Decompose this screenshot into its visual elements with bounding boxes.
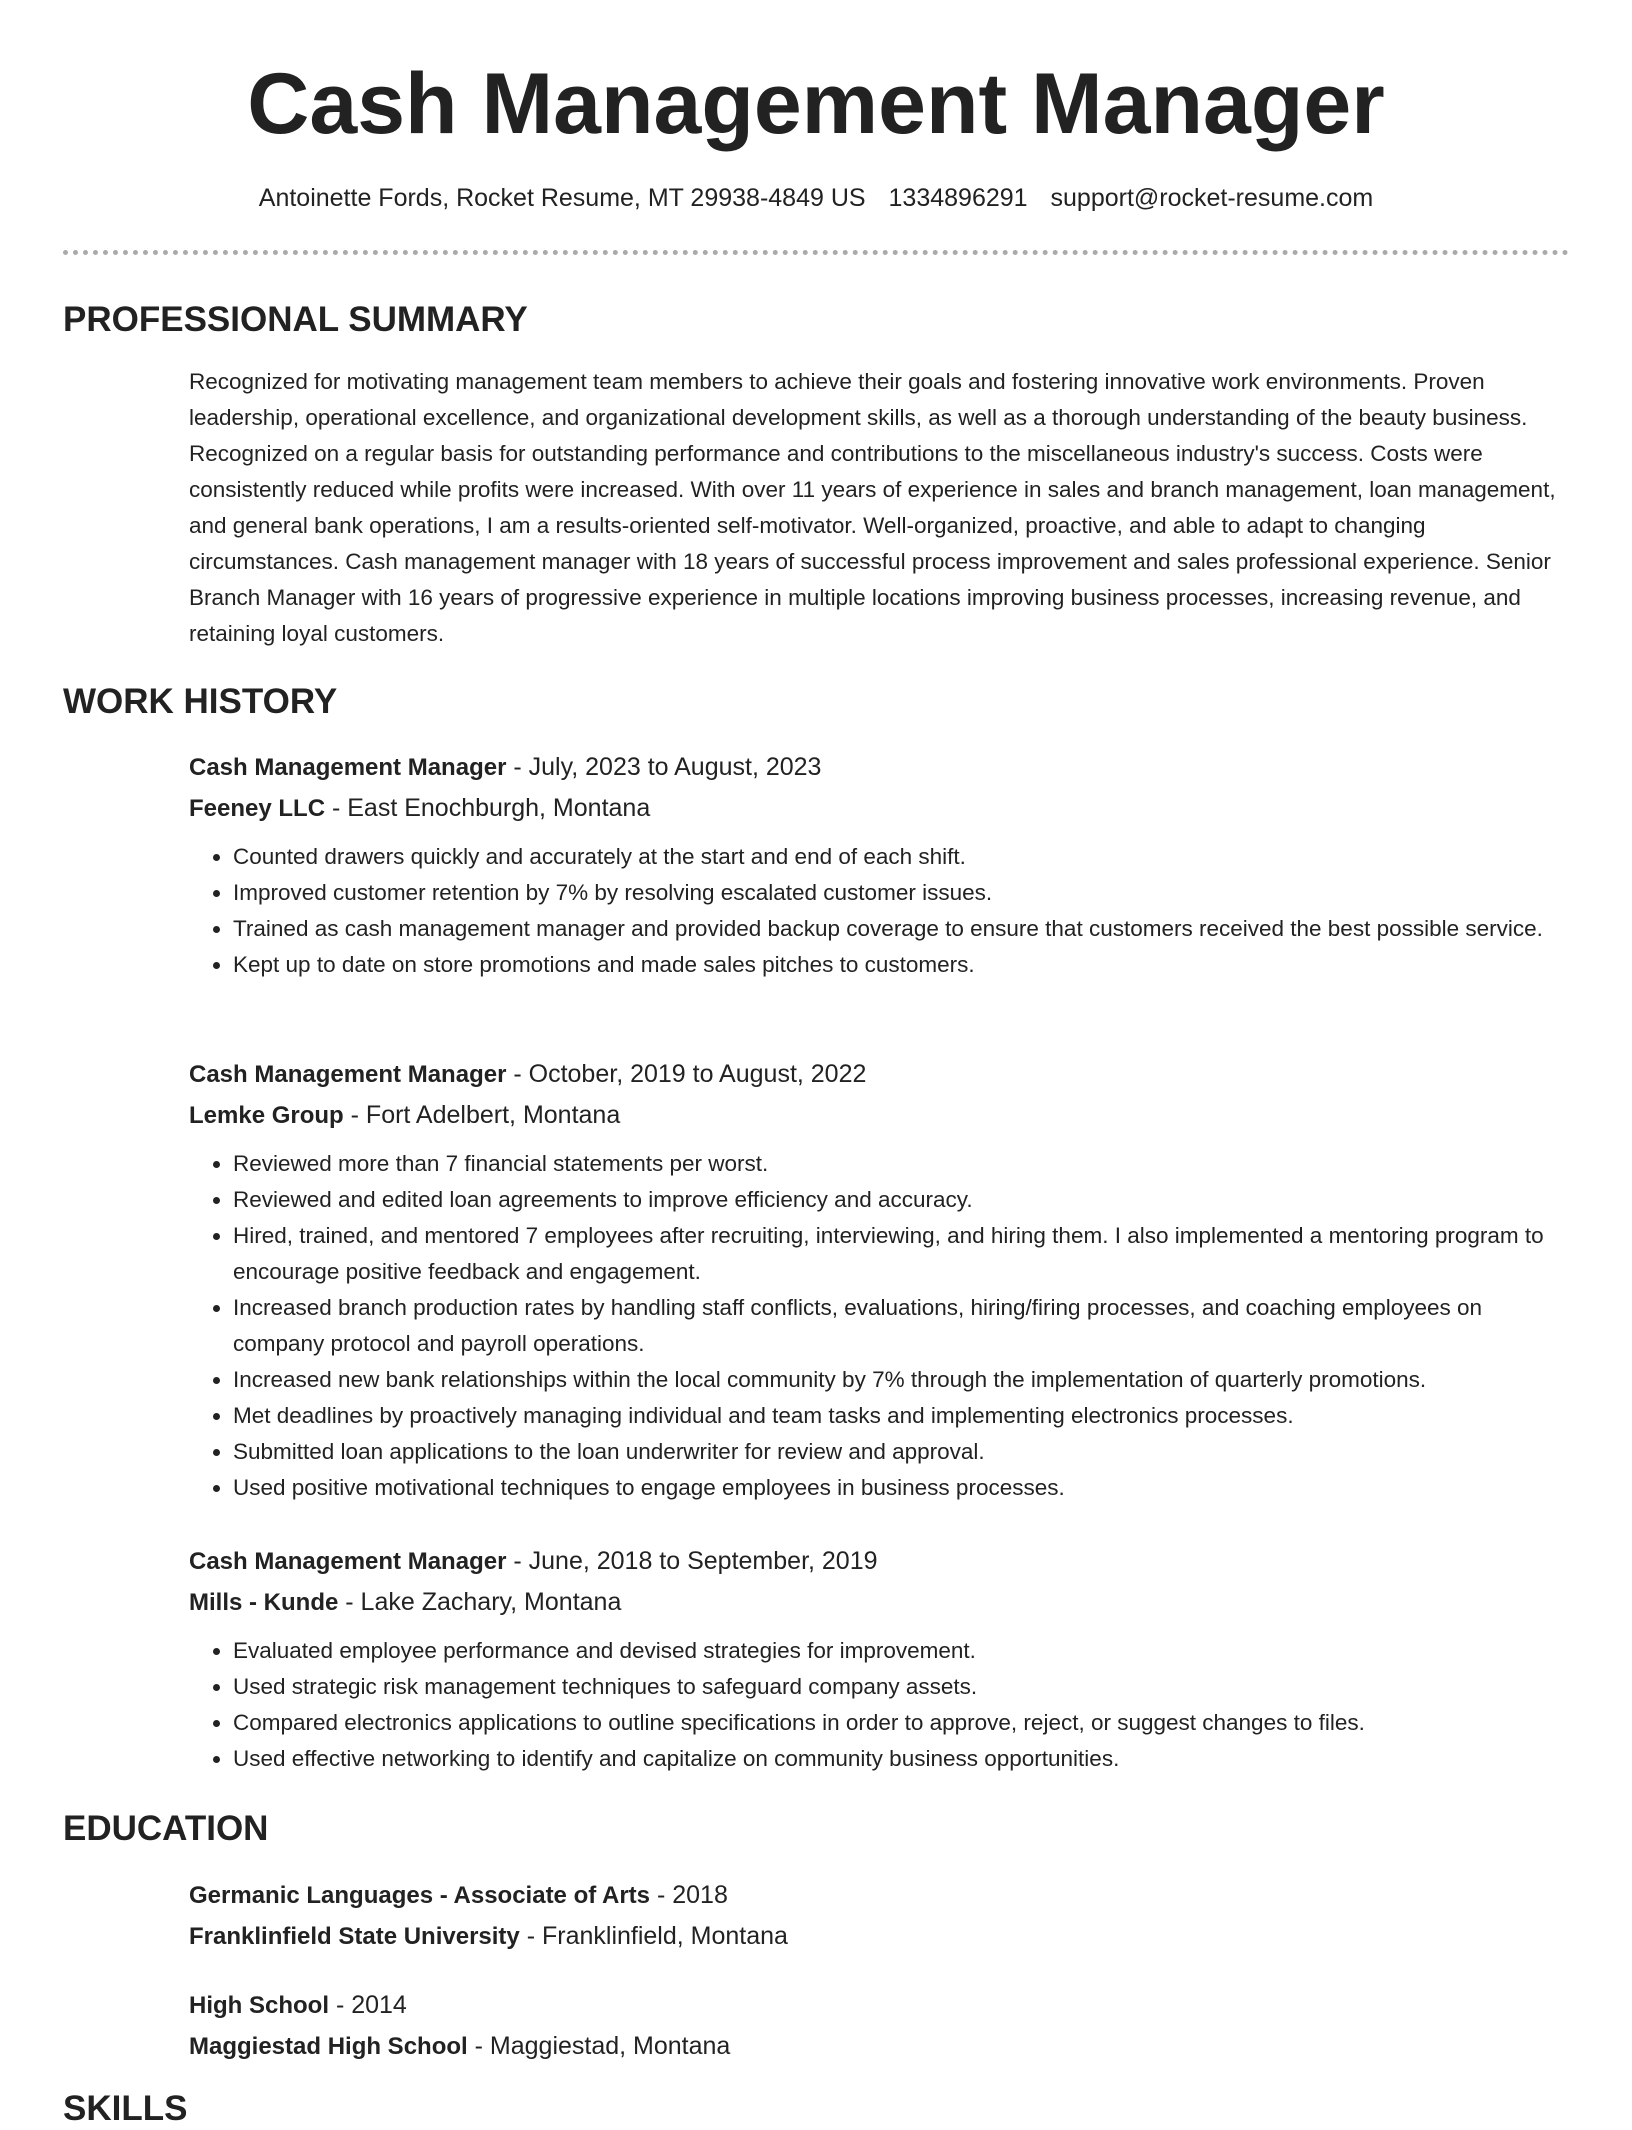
contact-email: support@rocket-resume.com (1050, 184, 1374, 212)
job-bullet: • Improved customer retention by 7% by resolving escalated customer issues. (233, 875, 1569, 911)
section-title-skills: SKILLS (63, 2089, 188, 2128)
job-bullet: • Increased branch production rates by handling staff conflicts, evaluations, hiring/firing processes, and coaching employees on company protocol and payroll operations. (233, 1290, 1569, 1362)
job-bullet: • Evaluated employee performance and devised strategies for improvement. (233, 1633, 1569, 1669)
job-location: - Lake Zachary, Montana (338, 1588, 622, 1616)
job-bullet: • Hired, trained, and mentored 7 employees after recruiting, interviewing, and hiring them. I also implemented a mentoring program to encourage positive feedback and engagement. (233, 1218, 1569, 1290)
education-degree: Germanic Languages - Associate of Arts (189, 1882, 651, 1909)
job-bullet: • Kept up to date on store promotions and made sales pitches to customers. (233, 947, 1569, 983)
section-title-education: EDUCATION (63, 1809, 269, 1848)
job-bullet: • Increased new bank relationships within the local community by 7% through the implementation of quarterly promotions. (233, 1362, 1569, 1398)
summary-block (189, 364, 1569, 652)
job-company-line (189, 1095, 1569, 1136)
job-dates: - June, 2018 to September, 2019 (506, 1547, 878, 1575)
job-dates: - July, 2023 to August, 2023 (506, 753, 822, 781)
job-bullet: • Reviewed more than 7 financial statements per worst. (233, 1146, 1569, 1182)
education-school: Franklinfield State University (189, 1923, 520, 1950)
job-role: Cash Management Manager (189, 1061, 507, 1088)
education-year: - 2018 (650, 1881, 728, 1909)
job-location: - Fort Adelbert, Montana (343, 1101, 621, 1129)
job-entry (189, 1054, 1569, 1506)
job-role: Cash Management Manager (189, 1548, 507, 1575)
education-degree: High School (189, 1992, 329, 2019)
job-bullet: • Used positive motivational techniques to engage employees in business processes. (233, 1470, 1569, 1506)
job-title-line (189, 1054, 1569, 1095)
job-bullet: • Trained as cash management manager and provided backup coverage to ensure that customers received the best possible service. (233, 911, 1569, 947)
education-entry (189, 1875, 1569, 1957)
job-bullets (189, 1146, 1569, 1506)
job-bullet: • Reviewed and edited loan agreements to improve efficiency and accuracy. (233, 1182, 1569, 1218)
job-company-line (189, 1582, 1569, 1623)
education-location: - Maggiestad, Montana (467, 2032, 731, 2060)
job-entry (189, 1541, 1569, 1777)
education-entry (189, 1985, 1569, 2067)
contact-phone: 1334896291 (888, 184, 1028, 212)
job-bullet: • Submitted loan applications to the loan underwriter for review and approval. (233, 1434, 1569, 1470)
job-company-line (189, 788, 1569, 829)
education-location: - Franklinfield, Montana (519, 1922, 788, 1950)
education-school-line (189, 1916, 1569, 1957)
summary-text: Recognized for motivating management team members to achieve their goals and fostering innovative work environments. Proven leadership, operational excellence, and organizational development skills, as well as a thorough understanding of the beauty business. Recognized on a regular basis for outstanding performance and contributions to the miscellaneous industry's success. Costs were consistently reduced while profits were increased. With over 11 years of experience in sales and branch management, loan management, and general bank operations, I am a results-oriented self-motivator. Well-organized, proactive, and able to adapt to changing circumstances. Cash management manager with 18 years of successful process improvement and sales professional experience. Senior Branch Manager with 16 years of progressive experience in multiple locations improving business processes, increasing revenue, and retaining loyal customers. (189, 369, 1556, 646)
education-degree-line (189, 1985, 1569, 2026)
education-school-line (189, 2026, 1569, 2067)
education-degree-line (189, 1875, 1569, 1916)
contact-address: Antoinette Fords, Rocket Resume, MT 29938-4849 US (258, 184, 866, 212)
resume-name: Cash Management Manager (247, 56, 1385, 152)
job-entry (189, 747, 1569, 983)
section-title-summary: PROFESSIONAL SUMMARY (63, 300, 528, 339)
job-role: Cash Management Manager (189, 754, 507, 781)
education-school: Maggiestad High School (189, 2033, 468, 2060)
job-company: Lemke Group (189, 1102, 344, 1129)
job-title-line (189, 1541, 1569, 1582)
education-year: - 2014 (329, 1991, 407, 2019)
job-bullet: • Counted drawers quickly and accurately at the start and end of each shift. (233, 839, 1569, 875)
job-company: Mills - Kunde (189, 1589, 339, 1616)
header-divider (63, 250, 1569, 255)
job-bullet: • Compared electronics applications to outline specifications in order to approve, reject, or suggest changes to files. (233, 1705, 1569, 1741)
contact-line (0, 182, 1632, 214)
job-bullet: • Met deadlines by proactively managing individual and team tasks and implementing electronics processes. (233, 1398, 1569, 1434)
section-title-work-history: WORK HISTORY (63, 682, 338, 721)
job-location: - East Enochburgh, Montana (325, 794, 651, 822)
job-bullets (189, 1633, 1569, 1777)
job-bullet: • Used strategic risk management techniques to safeguard company assets. (233, 1669, 1569, 1705)
job-bullet: • Used effective networking to identify and capitalize on community business opportunities. (233, 1741, 1569, 1777)
job-company: Feeney LLC (189, 795, 326, 822)
job-dates: - October, 2019 to August, 2022 (506, 1060, 867, 1088)
job-bullets (189, 839, 1569, 983)
job-title-line (189, 747, 1569, 788)
